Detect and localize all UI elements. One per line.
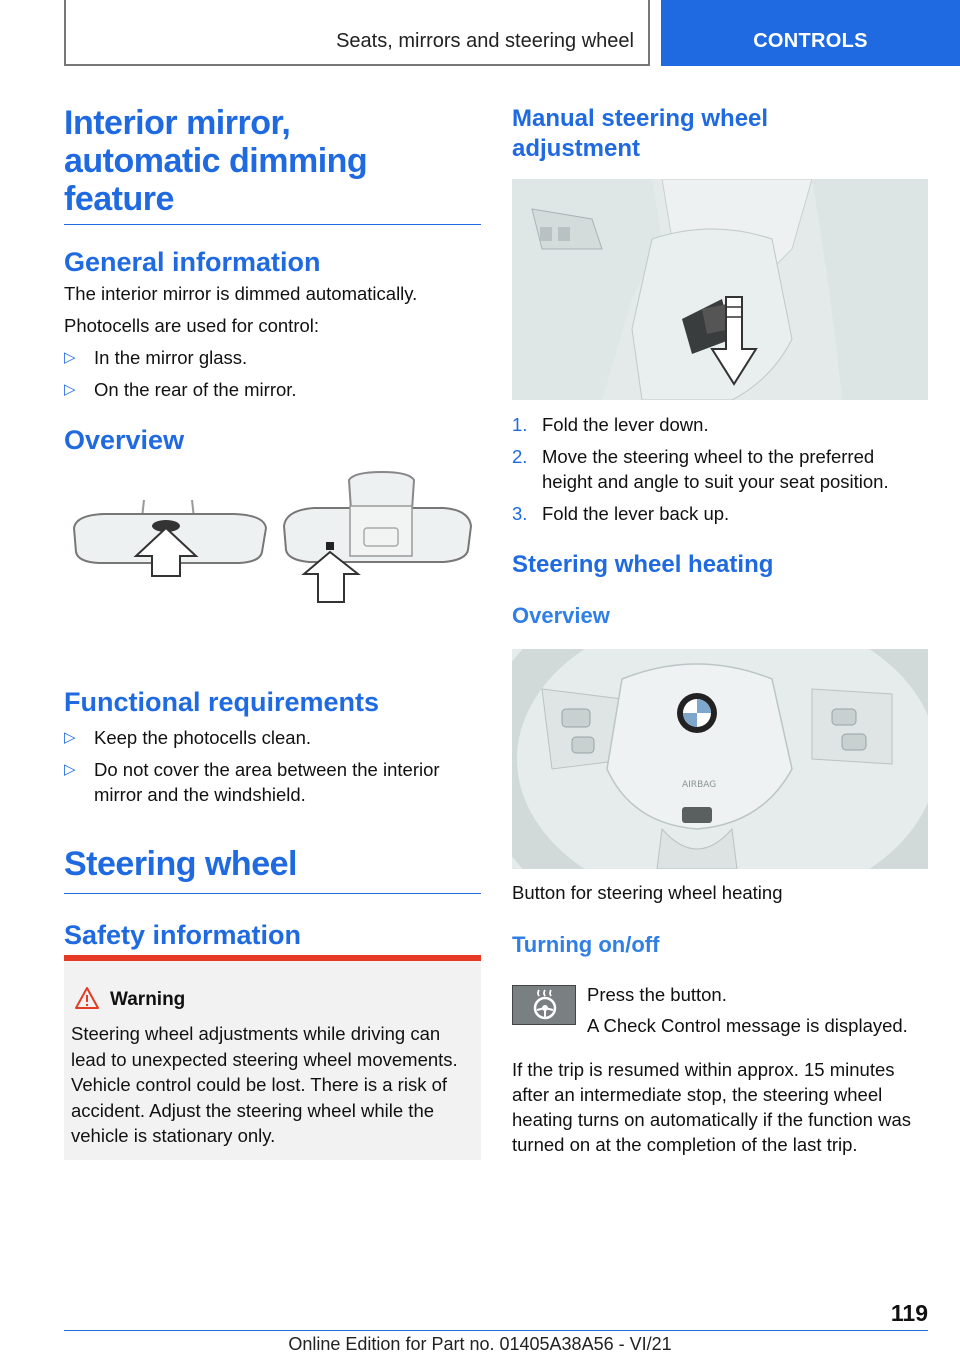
list-triangle-icon: ▷ xyxy=(64,761,76,778)
heading-turning-on-off: Turning on/off xyxy=(512,932,660,957)
left-column xyxy=(64,104,481,456)
heading-safety-information: Safety information xyxy=(64,920,302,950)
steering-lever-image xyxy=(512,179,928,400)
chapter-tab-label: CONTROLS xyxy=(753,30,868,52)
heading-rule xyxy=(64,224,481,225)
warning-triangle-icon xyxy=(74,986,100,1015)
heading-general-info: General information xyxy=(64,247,321,277)
list-triangle-icon: ▷ xyxy=(64,349,76,366)
warning-text: Steering wheel adjustments while driving can lead to unexpected steering wheel movements. Vehicle control could be lost. There is a risk of accident. Adjust the steering wheel while the vehicle is stationary only. xyxy=(71,1023,458,1146)
list-item: ▷ Keep the photocells clean. xyxy=(64,727,312,748)
list-item: ▷ On the rear of the mirror. xyxy=(64,379,297,400)
list-item: 3. Fold the lever back up. xyxy=(512,503,730,524)
steering-heating-icon xyxy=(512,985,576,1025)
check-control-text: A Check Control message is displayed. xyxy=(587,1015,908,1036)
list-item: 1. Fold the lever down. xyxy=(512,414,709,435)
mirror-illustration xyxy=(64,470,481,620)
header-section-title: Seats, mirrors and steering wheel xyxy=(336,30,634,52)
press-button-text: Press the button. xyxy=(587,984,727,1005)
list-item: ▷ Do not cover the area between the interior mirror and the windshield. xyxy=(64,759,440,805)
heading-functional-requirements: Functional requirements xyxy=(64,687,380,717)
photocells-intro: Photocells are used for control: xyxy=(64,315,320,336)
right-column-lower xyxy=(512,880,928,959)
steering-wheel-image xyxy=(512,649,928,869)
heading-overview-mirror: Overview xyxy=(64,425,185,455)
image-caption: Button for steering wheel heating xyxy=(512,882,783,903)
right-column-steps xyxy=(512,412,928,630)
header-section-box xyxy=(64,0,650,66)
warning-box xyxy=(64,955,481,1160)
warning-title: Warning xyxy=(110,989,186,1010)
page-number: 119 xyxy=(890,1300,928,1326)
list-triangle-icon: ▷ xyxy=(64,381,76,398)
airbag-text: AIRBAG xyxy=(682,780,717,790)
heading-steering-wheel-heating: Steering wheel heating xyxy=(512,551,774,578)
resume-text: If the trip is resumed within approx. 15 minutes after an intermediate stop, the steering wheel heating turns on automatically if the function was turned on at the completion of the last trip. xyxy=(512,1059,912,1155)
list-triangle-icon: ▷ xyxy=(64,729,76,746)
right-column xyxy=(512,104,928,164)
heading-manual-steering-adjustment: Manual steering wheel adjustment xyxy=(512,105,769,162)
footer-edition: Online Edition for Part no. 01405A38A56 - VI/21 xyxy=(288,1334,672,1354)
heading-interior-mirror: Interior mirror, automatic dimming feature xyxy=(64,104,368,218)
heading-rule xyxy=(64,893,481,894)
general-info-text: The interior mirror is dimmed automatically. xyxy=(64,283,418,304)
left-column-lower xyxy=(64,686,481,951)
heading-steering-wheel: Steering wheel xyxy=(64,845,297,883)
list-item: 2. Move the steering wheel to the preferred height and angle to suit your seat position. xyxy=(512,446,889,492)
list-item: ▷ In the mirror glass. xyxy=(64,347,248,368)
footer-rule xyxy=(64,1330,928,1331)
header-chapter-tab[interactable] xyxy=(661,0,960,66)
heading-overview-heating: Overview xyxy=(512,603,610,628)
